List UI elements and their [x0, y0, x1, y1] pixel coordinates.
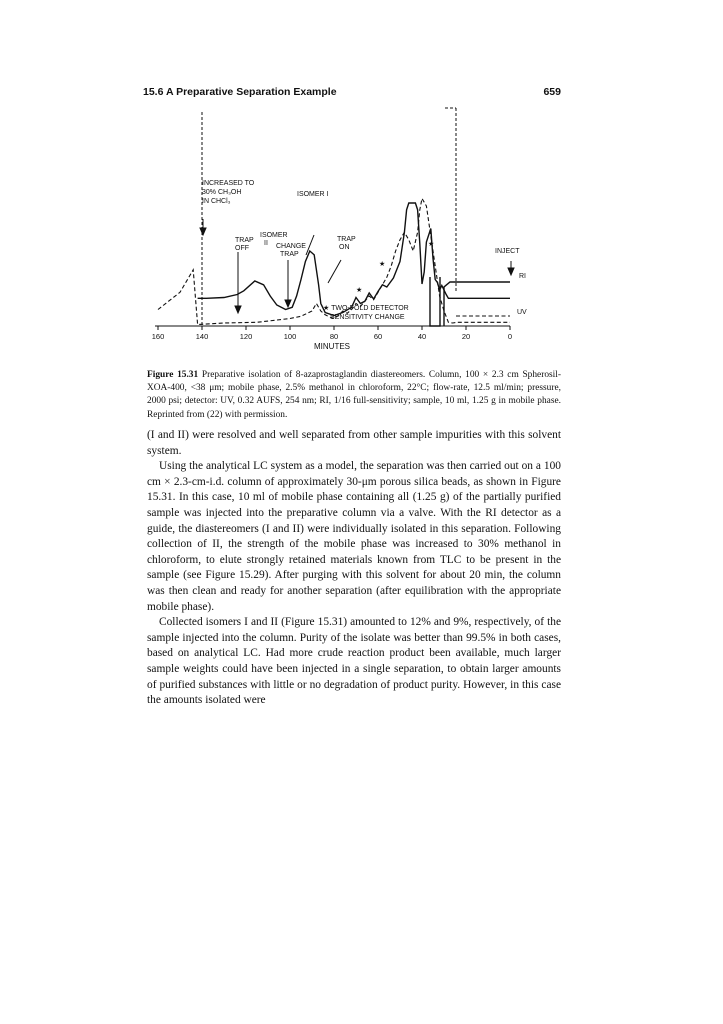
x-tick-label: 20 [461, 332, 471, 341]
annotation-chloroform: IN CHCl₃ [202, 198, 231, 205]
star-1: ★ [356, 287, 363, 294]
x-axis-label: MINUTES [314, 342, 350, 351]
x-tick-label: 40 [417, 332, 427, 341]
x-tick-label: 140 [195, 332, 209, 341]
figure-caption [147, 369, 561, 422]
x-tick-label: 120 [239, 332, 253, 341]
section-title: 15.6 A Preparative Separation Example [143, 86, 337, 98]
annotation-trap-off-2: OFF [235, 245, 249, 252]
annotation-change: CHANGE [276, 243, 306, 250]
annotation-trap-on-2: ON [339, 244, 350, 251]
annotation-isomer: ISOMER [260, 232, 288, 239]
x-tick-label: 100 [283, 332, 297, 341]
running-header [143, 86, 561, 102]
star-3: ★ [428, 241, 435, 248]
x-axis-ticks [158, 326, 510, 330]
x-tick-label: 160 [151, 332, 165, 341]
x-tick-label: 80 [329, 332, 339, 341]
ri-trace [198, 203, 510, 316]
annotation-methanol: 30% CH₃OH [202, 189, 242, 196]
paragraph-3: Collected isomers I and II (Figure 15.31) amounted to 12% and 9%, respectively, of the sample injected into the column. Purity of the isolate was better than 99.5% in both cases, based on analytical LC. Had more crude reaction product been available, much larger sample weights could have been injected in a single separation, to obtain larger amounts of purified substances with little or no degradation of product purity. However, in this case the amounts isolated were [147, 616, 561, 707]
annotation-isomer-ii: II [264, 240, 268, 247]
annotation-trap-off-1: TRAP [235, 237, 254, 244]
body-text [147, 428, 561, 709]
chromatogram-figure [140, 102, 570, 360]
annotation-increased: INCREASED TO [202, 180, 255, 187]
annotation-twofold: ★ TWO-FOLD DETECTOR [323, 305, 409, 312]
caption-text: Preparative isolation of 8-azaprostaglandin diastereomers. Column, 100 × 2.3 cm Spherosil-XOA-400, <38 μm; mobile phase, 2.5% methanol in chloroform, 22°C; flow-rate, 12.5 ml/min; pressure, 2000 psi; detector: UV, 0.32 AUFS, 254 nm; RI, 1/16 full-sensitivity; sample, 10 ml, 1.25 g in mobile phase. Reprinted from (22) with permission. [147, 370, 561, 420]
x-tick-label: 60 [373, 332, 383, 341]
star-2: ★ [379, 261, 386, 268]
x-tick-label: 0 [507, 332, 513, 341]
annotation-isomer-i: ISOMER I [297, 191, 329, 198]
annotation-ri: RI [519, 273, 526, 280]
paragraph-1: (I and II) were resolved and well separated from other sample impurities with this solvent system. [147, 429, 561, 457]
paragraph-2: Using the analytical LC system as a model, the separation was then carried out on a 100 cm × 2.3-cm-i.d. column of approximately 30-μm porous silica beads, as shown in Figure 15.31. In this case, 10 ml of mobile phase containing all (1.25 g) of the partially purified sample was injected into the preparative column via a valve. With the RI detector as a guide, the diastereomers (I and II) were individually isolated in this separation. Following collection of II, the strength of the mobile phase was increased to 30% methanol in chloroform, to elute strongly retained materials known from TLC to be present in the sample (see Figure 15.29). After purging with this solvent for about 20 min, the column was then clean and ready for another separation (after equilibration with the appropriate mobile phase). [147, 460, 561, 613]
annotation-inject: INJECT [495, 248, 520, 255]
annotation-uv: UV [517, 309, 527, 316]
annotation-trap-on-1: TRAP [337, 236, 356, 243]
page-number: 659 [543, 86, 561, 98]
caption-label: Figure 15.31 [147, 370, 199, 380]
x-axis-tick-labels [152, 332, 512, 341]
chart-annotations [202, 180, 527, 321]
ri-baseline-right [444, 282, 510, 326]
annotation-sensitivity: SENSITIVITY CHANGE [330, 314, 405, 321]
annotation-change-trap: TRAP [280, 251, 299, 258]
